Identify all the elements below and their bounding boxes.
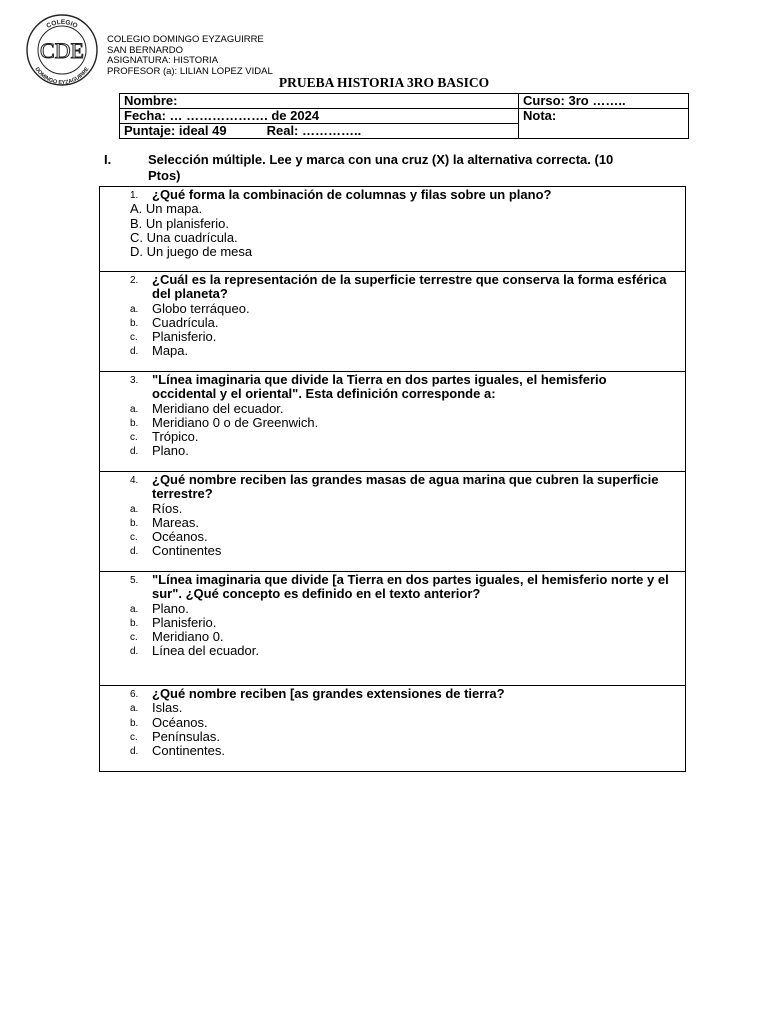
- question-item: [100, 372, 685, 402]
- option-text: C. Una cuadrícula.: [130, 229, 238, 245]
- question-text: ¿Qué forma la combinación de columnas y filas sobre un plano?: [152, 187, 552, 202]
- question-number: 4.: [130, 475, 139, 486]
- answer-option[interactable]: [100, 502, 685, 516]
- option-text: B. Un planisferio.: [130, 215, 229, 231]
- student-info-table: [119, 93, 689, 139]
- answer-option[interactable]: [100, 202, 685, 216]
- school-header: [107, 35, 273, 77]
- option-letter: c.: [130, 532, 138, 544]
- option-letter: d.: [130, 546, 139, 558]
- option-letter: b.: [130, 717, 139, 729]
- option-letter: d.: [130, 646, 139, 658]
- option-text: Plano.: [152, 443, 189, 459]
- option-text: Trópico.: [152, 429, 199, 445]
- question-number: 6.: [130, 689, 139, 700]
- answer-option[interactable]: [100, 616, 685, 630]
- question-text: ¿Cuál es la representación de la superficie terrestre que conserva la forma esférica del planeta?: [152, 272, 667, 302]
- answer-option[interactable]: [100, 444, 685, 458]
- course-field[interactable]: Curso: 3ro ……..: [519, 94, 689, 109]
- school-line: COLEGIO DOMINGO EYZAGUIRRE: [107, 34, 264, 45]
- option-letter: b.: [130, 417, 139, 429]
- answer-option[interactable]: [100, 730, 685, 744]
- option-text: Islas.: [152, 700, 183, 716]
- answer-option[interactable]: [100, 716, 685, 730]
- answer-option[interactable]: [100, 402, 685, 416]
- option-text: Mapa.: [152, 343, 189, 359]
- question-block: [99, 186, 686, 272]
- school-line: ASIGNATURA: HISTORIA: [107, 55, 219, 66]
- answer-option[interactable]: [100, 602, 685, 616]
- option-text: Mareas.: [152, 514, 199, 530]
- logo-top-text: COLEGIO: [45, 18, 79, 30]
- option-text: Globo terráqueo.: [152, 300, 250, 316]
- answer-option[interactable]: [100, 701, 685, 715]
- option-letter: d.: [130, 446, 139, 458]
- option-text: D. Un juego de mesa: [130, 244, 253, 260]
- option-text: Penínsulas.: [152, 728, 220, 744]
- answer-option[interactable]: [100, 245, 685, 259]
- question-number: 1.: [130, 190, 139, 201]
- question-text: "Línea imaginaria que divide [a Tierra en dos partes iguales, el hemisferio norte y el sur". ¿Qué concepto es definido en el texto anterior?: [152, 572, 669, 602]
- score-real: Real: …………..: [266, 123, 362, 138]
- section-number: I.: [104, 152, 112, 167]
- question-block: [99, 571, 686, 686]
- option-text: Océanos.: [152, 529, 208, 545]
- answer-option[interactable]: [100, 530, 685, 544]
- option-text: Meridiano del ecuador.: [152, 400, 284, 416]
- option-letter: a.: [130, 403, 139, 415]
- question-block: [99, 471, 686, 572]
- svg-text:COLEGIO: [45, 19, 78, 30]
- answer-option[interactable]: [100, 744, 685, 758]
- answer-option[interactable]: [100, 644, 685, 658]
- option-text: Continentes: [152, 543, 222, 559]
- page-title: PRUEBA HISTORIA 3RO BASICO: [278, 75, 490, 90]
- question-item: [100, 572, 685, 602]
- answer-option[interactable]: [100, 344, 685, 358]
- question-block: [99, 371, 686, 472]
- question-text: ¿Qué nombre reciben las grandes masas de agua marina que cubren la superficie terrestre?: [152, 472, 659, 502]
- answer-option[interactable]: [100, 544, 685, 558]
- option-letter: a.: [130, 603, 139, 615]
- question-block: [99, 685, 686, 772]
- option-text: Meridiano 0 o de Greenwich.: [152, 414, 319, 430]
- option-letter: a.: [130, 303, 139, 315]
- answer-option[interactable]: [100, 330, 685, 344]
- option-text: Cuadrícula.: [152, 314, 219, 330]
- score-ideal: Puntaje: ideal 49: [124, 123, 227, 138]
- name-field[interactable]: Nombre:: [120, 94, 519, 109]
- option-text: Plano.: [152, 600, 189, 616]
- section-instructions: Selección múltiple. Lee y marca con una cruz (X) la alternativa correcta. (10 Ptos): [148, 152, 614, 183]
- option-letter: c.: [130, 632, 138, 644]
- option-letter: b.: [130, 317, 139, 329]
- answer-option[interactable]: [100, 630, 685, 644]
- question-item: [100, 272, 685, 302]
- option-letter: c.: [130, 731, 138, 743]
- school-line: PROFESOR (a): LILIAN LOPEZ VIDAL: [107, 65, 273, 77]
- question-item: [100, 187, 685, 202]
- answer-option[interactable]: [100, 302, 685, 316]
- question-text: ¿Qué nombre reciben [as grandes extensiones de tierra?: [152, 686, 505, 701]
- question-number: 3.: [130, 375, 139, 386]
- option-letter: c.: [130, 432, 138, 444]
- option-letter: b.: [130, 617, 139, 629]
- question-text: "Línea imaginaria que divide la Tierra en dos partes iguales, el hemisferio occidental y el oriental". Esta definición corresponde a:: [152, 372, 607, 402]
- option-letter: b.: [130, 517, 139, 529]
- date-field[interactable]: Fecha: … ………………. de 2024: [120, 109, 519, 124]
- answer-option[interactable]: [100, 430, 685, 444]
- option-text: Meridiano 0.: [152, 629, 224, 645]
- option-text: Planisferio.: [152, 329, 217, 345]
- answer-option[interactable]: [100, 316, 685, 330]
- option-text: A. Un mapa.: [130, 201, 203, 217]
- question-item: [100, 472, 685, 502]
- answer-option[interactable]: [100, 416, 685, 430]
- answer-option[interactable]: [100, 516, 685, 530]
- option-letter: c.: [130, 332, 138, 344]
- option-text: Continentes.: [152, 743, 225, 759]
- grade-field[interactable]: Nota:: [519, 109, 689, 139]
- option-letter: d.: [130, 346, 139, 358]
- option-text: Ríos.: [152, 500, 183, 516]
- question-block: [99, 271, 686, 372]
- answer-option[interactable]: [100, 217, 685, 231]
- question-number: 2.: [130, 275, 139, 286]
- option-text: Océanos.: [152, 714, 208, 730]
- option-letter: d.: [130, 746, 139, 758]
- option-text: Línea del ecuador.: [152, 643, 259, 659]
- option-text: Planisferio.: [152, 614, 217, 630]
- question-number: 5.: [130, 575, 139, 586]
- score-field[interactable]: [120, 124, 519, 139]
- logo-bottom-text: DOMINGO EYZAGUIRRE: [33, 66, 91, 87]
- logo-initials: CDE: [40, 38, 84, 63]
- option-letter: a.: [130, 503, 139, 515]
- school-line: SAN BERNARDO: [107, 44, 184, 56]
- question-item: [100, 686, 685, 701]
- option-letter: a.: [130, 703, 139, 715]
- answer-option[interactable]: [100, 231, 685, 245]
